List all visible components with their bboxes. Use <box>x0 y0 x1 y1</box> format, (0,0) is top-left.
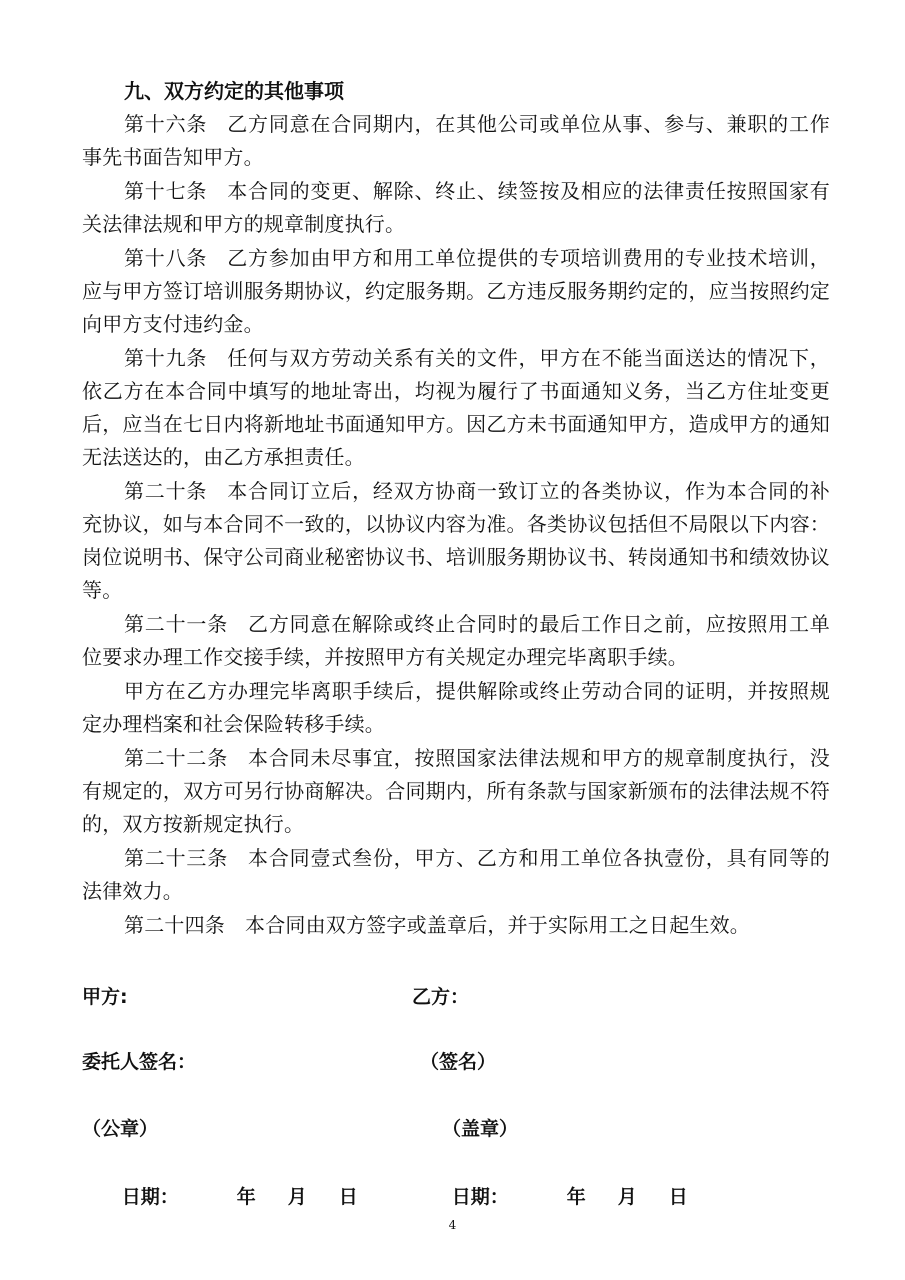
article-number: 第二十一条 <box>124 612 229 636</box>
article-text: 乙方参加由甲方和用工单位提供的专项培训费用的专业技术培训，应与甲方签订培训服务期协议，约定服务期。乙方违反服务期约定的，应当按照约定向甲方支付违约金。 <box>82 246 830 336</box>
article-number: 第十六条 <box>124 112 208 136</box>
article-number: 第二十二条 <box>124 746 229 770</box>
article-17 <box>82 175 830 241</box>
article-22 <box>82 742 830 841</box>
day-label: 日 <box>338 1186 358 1208</box>
month-label: 月 <box>287 1186 307 1208</box>
year-label: 年 <box>236 1186 256 1208</box>
article-text: 本合同未尽事宜，按照国家法律法规和甲方的规章制度执行，没有规定的，双方可另行协商解决。合同期内，所有条款与国家新颁布的法律法规不符的，双方按新规定执行。 <box>82 746 830 836</box>
party-a-label: 甲方: <box>82 986 128 1008</box>
article-text: 本合同壹式叁份，甲方、乙方和用工单位各执壹份，具有同等的法律效力。 <box>82 846 830 903</box>
article-20 <box>82 475 830 607</box>
article-number: 第十九条 <box>124 346 208 370</box>
article-text: 本合同的变更、解除、终止、续签按及相应的法律责任按照国家有关法律法规和甲方的规章制度执行。 <box>82 179 830 236</box>
article-16 <box>82 108 830 174</box>
article-18 <box>82 242 830 341</box>
month-label: 月 <box>617 1186 637 1208</box>
article-23 <box>82 842 830 908</box>
contract-body <box>82 74 830 943</box>
article-24 <box>82 909 830 942</box>
party-b-label: 乙方： <box>412 986 470 1008</box>
article-text: 本合同订立后，经双方协商一致订立的各类协议，作为本合同的补充协议，如与本合同不一致的，以协议内容为准。各类协议包括但不局限以下内容：岗位说明书、保守公司商业秘密协议书、培训服务期协议书、转岗通知书和绩效协议等。 <box>82 479 830 602</box>
article-number: 第二十三条 <box>124 846 229 870</box>
section-title: 九、双方约定的其他事项 <box>124 79 344 103</box>
article-text: 乙方同意在合同期内，在其他公司或单位从事、参与、兼职的工作事先书面告知甲方。 <box>82 112 830 169</box>
page-number: 4 <box>448 1218 457 1232</box>
date-label: 日期： <box>451 1186 509 1208</box>
official-seal-label: （公章） <box>82 1118 159 1140</box>
article-21 <box>82 608 830 674</box>
signature-label: （签名） <box>420 1051 497 1073</box>
date-label: 日期： <box>121 1186 179 1208</box>
article-number: 第十七条 <box>124 179 208 203</box>
year-label: 年 <box>566 1186 586 1208</box>
article-19 <box>82 342 830 474</box>
article-number: 第二十条 <box>124 479 208 503</box>
article-21-continued <box>82 675 830 741</box>
article-number: 第二十四条 <box>124 913 225 937</box>
day-label: 日 <box>668 1186 688 1208</box>
article-text: 任何与双方劳动关系有关的文件，甲方在不能当面送达的情况下，依乙方在本合同中填写的地址寄出，均视为履行了书面通知义务，当乙方住址变更后，应当在七日内将新地址书面通知甲方。因乙方未书面通知甲方，造成甲方的通知无法送达的，由乙方承担责任。 <box>82 346 830 469</box>
agent-signature-label: 委托人签名： <box>82 1051 197 1073</box>
seal-label: （盖章） <box>442 1118 519 1140</box>
article-text: 乙方同意在解除或终止合同时的最后工作日之前，应按照用工单位要求办理工作交接手续，并按照甲方有关规定办理完毕离职手续。 <box>82 612 830 669</box>
paragraph-text: 甲方在乙方办理完毕离职手续后，提供解除或终止劳动合同的证明，并按照规定办理档案和社会保险转移手续。 <box>82 679 830 736</box>
article-text: 本合同由双方签字或盖章后，并于实际用工之日起生效。 <box>245 913 750 937</box>
article-number: 第十八条 <box>124 246 208 270</box>
